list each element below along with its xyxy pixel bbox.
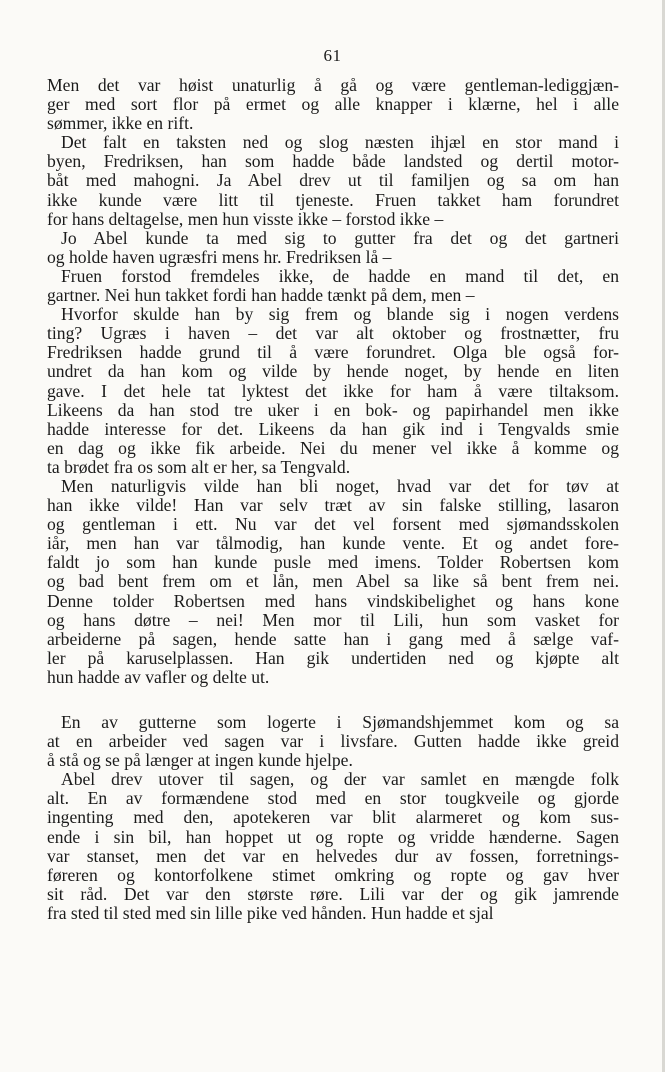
text-line: Jo Abel kunde ta med sig to gutter fra det og det gartneri [61, 227, 619, 248]
text-line: at en arbeider ved sagen var i livsfare. Gutten hadde ikke greid [47, 731, 619, 752]
text-line: En av gutterne som logerte i Sjømandshjemmet kom og sa [61, 712, 619, 732]
body-text [47, 76, 619, 923]
paragraph [47, 477, 619, 687]
text-line: for hans deltagelse, men hun visste ikke – forstod ikke – [47, 208, 444, 229]
text-line: alt. En av formændene stod med en stor tougkveile og gjorde [47, 788, 619, 809]
text-line: Fredriksen hadde grund til å være forundret. Olga ble også for- [47, 342, 619, 363]
text-line: gartner. Nei hun takket fordi han hadde tænkt på dem, men – [47, 285, 475, 306]
text-line: Men det var høist unaturlig å gå og være gentleman-lediggjæn- [47, 75, 619, 95]
text-line: en dag og ikke fik arbeide. Nei du mener vel ikke å komme og [47, 437, 619, 458]
paragraph [47, 267, 619, 305]
text-line: sit råd. Det var den største røre. Lili var der og gik jamrende [47, 883, 619, 904]
paragraph [47, 770, 619, 923]
text-line: Det falt en taksten ned og slog næsten ihjæl en stor mand i [61, 132, 619, 153]
text-line: var stanset, men det var en helvedes dur av fossen, forretnings- [47, 845, 619, 866]
text-line: byen, Fredriksen, han som hadde både landsted og dertil motor- [47, 151, 619, 172]
text-line: og holde haven ugræsfri mens hr. Fredriksen lå – [47, 246, 392, 267]
paragraph [47, 229, 619, 267]
paragraph [47, 133, 619, 228]
page-number: 61 [323, 46, 342, 65]
text-line: ende i sin bil, han hoppet ut og ropte og vridde hænderne. Sagen [47, 826, 619, 847]
text-line: Men naturligvis vilde han bli noget, hvad var det for tøv at [61, 475, 619, 496]
text-line: Hvorfor skulde han by sig frem og blande sig i nogen verdens [61, 304, 619, 325]
text-line: han ikke vilde! Han var selv træt av sin falske stilling, lasaron [47, 495, 619, 516]
text-line: hadde interesse for det. Likeens da han gik ind i Tengvalds smie [47, 418, 619, 439]
text-line: og hans døtre – nei! Men mor til Lili, hun som vasket for [47, 609, 619, 630]
text-line: faldt jo som han kunde pusle med imens. Tolder Robertsen kom [47, 552, 619, 573]
text-line: undret da han kom og vilde by hende noget, by hende en liten [47, 361, 619, 382]
text-line: sømmer, ikke en rift. [47, 113, 194, 134]
text-line: Denne tolder Robertsen med hans vindskibelighet og hans kone [47, 590, 619, 611]
text-line: gave. I det hele tat lyktest det ikke for ham å være tiltaksom. [47, 380, 619, 401]
text-line: ingenting med den, apotekeren var blit alarmeret og kom sus- [47, 807, 619, 828]
text-line: å stå og se på længer at ingen kunde hjelpe. [47, 750, 353, 771]
text-line: fra sted til sted med sin lille pike ved hånden. Hun hadde et sjal [47, 902, 494, 923]
text-line: iår, men han var tålmodig, han kunde vente. Et og andet fore- [47, 533, 619, 554]
text-line: arbeiderne på sagen, hende satte han i gang med å sælge vaf- [47, 628, 619, 649]
text-line: Likeens da han stod tre uker i en bok- og papirhandel men ikke [47, 399, 619, 420]
text-line: båt med mahogni. Ja Abel drev ut til familjen og sa om han [47, 170, 619, 191]
section-break [47, 687, 619, 713]
text-line: ta brødet fra os som alt er her, sa Tengvald. [47, 456, 351, 477]
text-line: og bad bent frem om et lån, men Abel sa like så bent frem nei. [47, 571, 619, 592]
paragraph [47, 713, 619, 770]
text-line: Abel drev utover til sagen, og der var samlet en mængde folk [61, 769, 619, 790]
text-line: Fruen forstod fremdeles ikke, de hadde en mand til det, en [61, 265, 619, 286]
text-line: ler på karuselplassen. Han gik undertiden ned og kjøpte alt [47, 647, 619, 668]
paragraph [47, 305, 619, 477]
text-line: hun hadde av vafler og delte ut. [47, 666, 270, 687]
text-line: føreren og kontorfolkene stimet omkring og ropte og gav hver [47, 864, 619, 885]
text-line: ting? Ugræs i haven – det var alt oktober og frostnætter, fru [47, 323, 619, 344]
text-line: ikke kunde være litt til tjeneste. Fruen takket ham forundret [47, 189, 619, 210]
text-line: og gentleman i ett. Nu var det vel forsent med sjømandsskolen [47, 514, 619, 535]
text-line: ger med sort flor på ermet og alle knapper i klærne, hel i alle [47, 94, 619, 115]
paragraph [47, 76, 619, 133]
